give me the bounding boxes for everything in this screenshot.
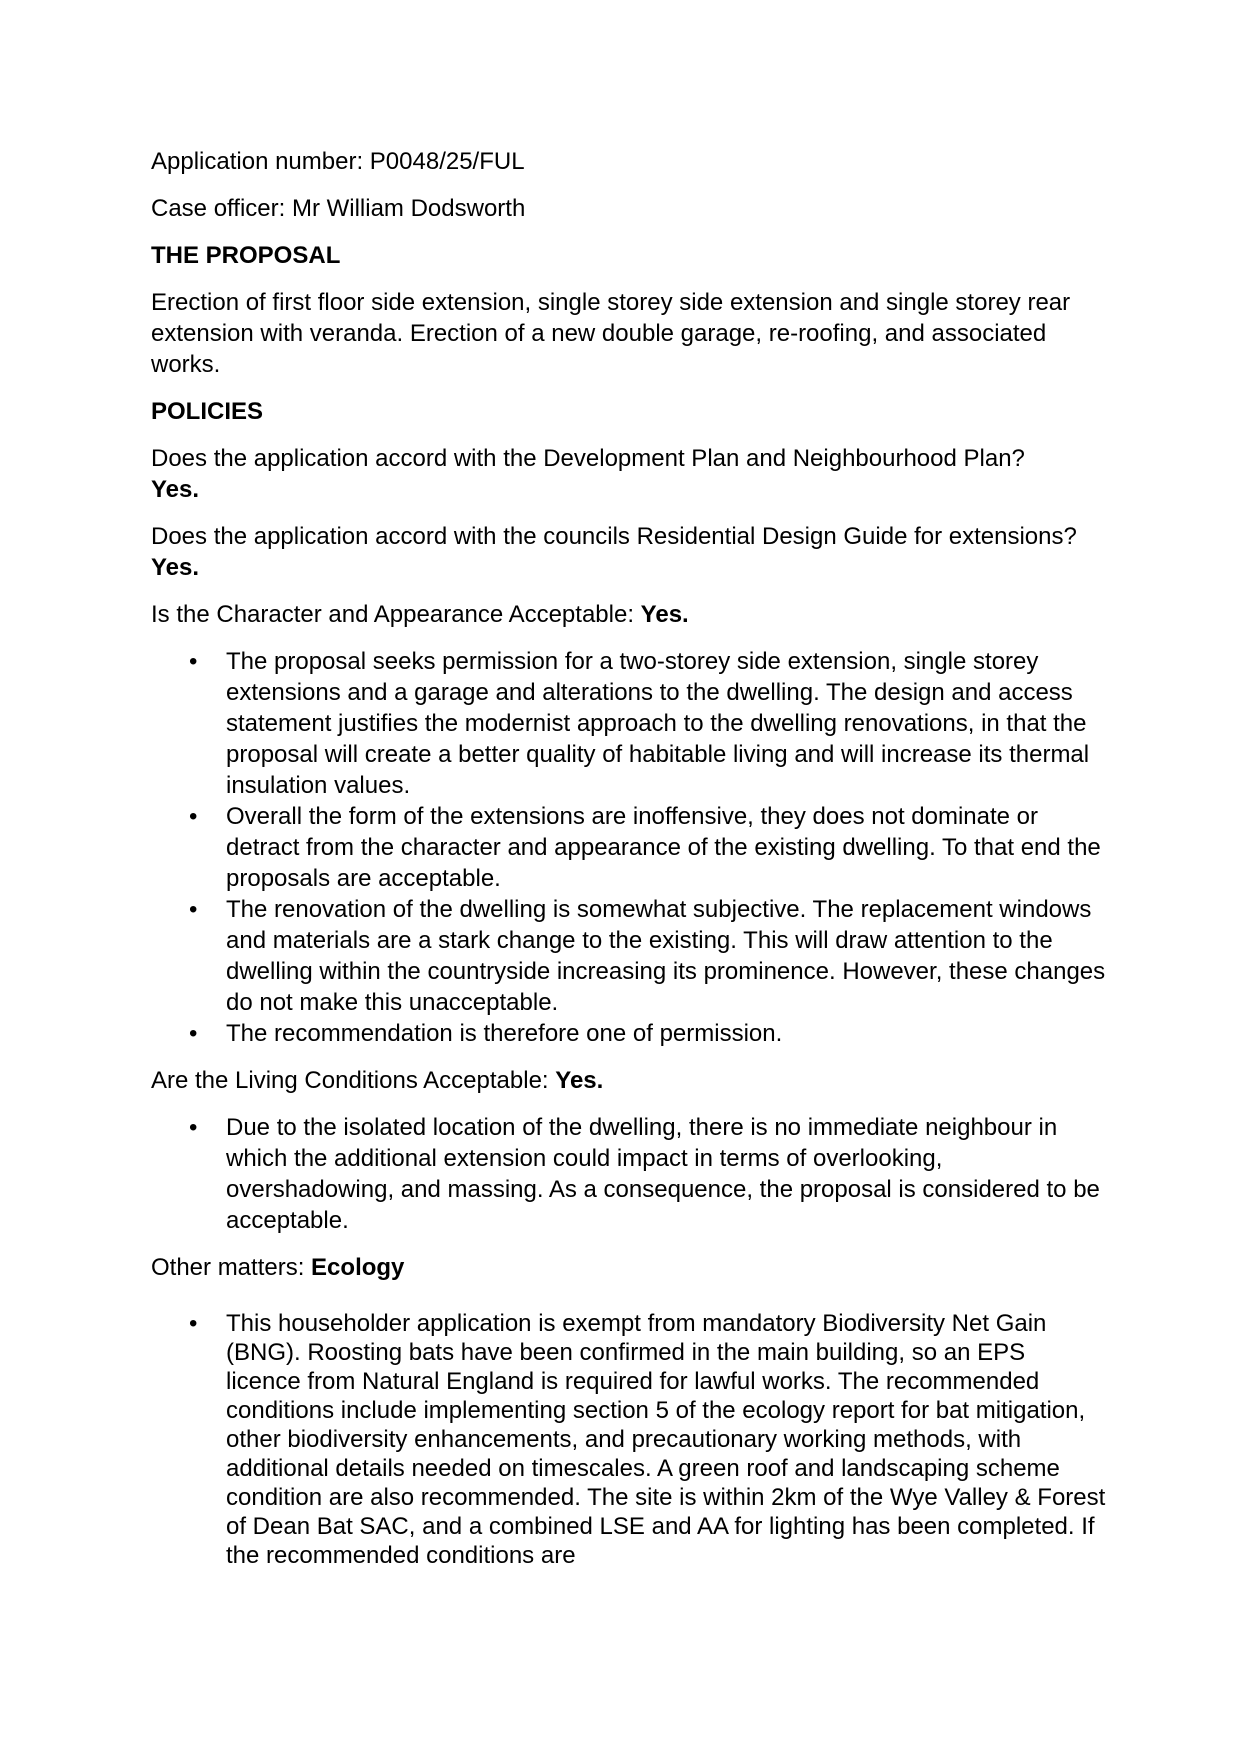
- list-item: • The recommendation is therefore one of permission.: [151, 1018, 1106, 1049]
- question-text: Does the application accord with the Development Plan and Neighbourhood Plan?: [151, 445, 1025, 472]
- proposal-text: Erection of first floor side extension, single storey side extension and single storey rear extension with veranda. Erection of a new double garage, re-roofing, and associated works.: [151, 289, 1071, 378]
- case-officer: Case officer: Mr William Dodsworth: [151, 195, 526, 222]
- list-item: • Due to the isolated location of the dwelling, there is no immediate neighbour in which the additional extension could impact in terms of overlooking, overshadowing, and massing. As a consequence, the proposal is considered to be acceptable.: [151, 1112, 1106, 1236]
- other-matters: [151, 1252, 1106, 1283]
- character-question: [151, 599, 1106, 630]
- application-number: Application number: P0048/25/FUL: [151, 148, 525, 175]
- list-item: • This householder application is exempt from mandatory Biodiversity Net Gain (BNG). Roosting bats have been confirmed in the main building, so an EPS licence from Natural England is required for lawful works. The recommended conditions include implementing section 5 of the ecology report for bat mitigation, other biodiversity enhancements, and precautionary working methods, with additional details needed on timescales. A green roof and landscaping scheme condition are also recommended. The site is within 2km of the Wye Valley & Forest of Dean Bat SAC, and a combined LSE and AA for lighting has been completed. If the recommended conditions are: [151, 1309, 1106, 1570]
- proposal-heading: THE PROPOSAL: [151, 242, 341, 269]
- answer: Yes.: [151, 476, 200, 503]
- answer: Yes.: [555, 1067, 604, 1094]
- question-text: Are the Living Conditions Acceptable:: [151, 1067, 549, 1094]
- document-page: [151, 146, 1106, 1586]
- answer: Ecology: [311, 1254, 405, 1281]
- development-plan-question: [151, 443, 1106, 505]
- list-item: • The proposal seeks permission for a two-storey side extension, single storey extensions and a garage and alterations to the dwelling. The design and access statement justifies the modernist approach to the dwelling renovations, in that the proposal will create a better quality of habitable living and will increase its thermal insulation values.: [151, 646, 1106, 801]
- character-bullet-list: [151, 646, 1106, 1049]
- list-item: • Overall the form of the extensions are inoffensive, they does not dominate or detract from the character and appearance of the existing dwelling. To that end the proposals are acceptable.: [151, 801, 1106, 894]
- policies-heading: POLICIES: [151, 398, 264, 425]
- question-text: Does the application accord with the councils Residential Design Guide for extensions?: [151, 523, 1077, 550]
- list-item: • The renovation of the dwelling is somewhat subjective. The replacement windows and materials are a stark change to the existing. This will draw attention to the dwelling within the countryside increasing its prominence. However, these changes do not make this unacceptable.: [151, 894, 1106, 1018]
- living-bullet-list: [151, 1112, 1106, 1236]
- answer: Yes.: [151, 554, 200, 581]
- ecology-bullet-list: [151, 1309, 1106, 1570]
- question-text: Other matters:: [151, 1254, 305, 1281]
- living-conditions-question: [151, 1065, 1106, 1096]
- answer: Yes.: [640, 601, 689, 628]
- question-text: Is the Character and Appearance Acceptable:: [151, 601, 634, 628]
- design-guide-question: [151, 521, 1106, 583]
